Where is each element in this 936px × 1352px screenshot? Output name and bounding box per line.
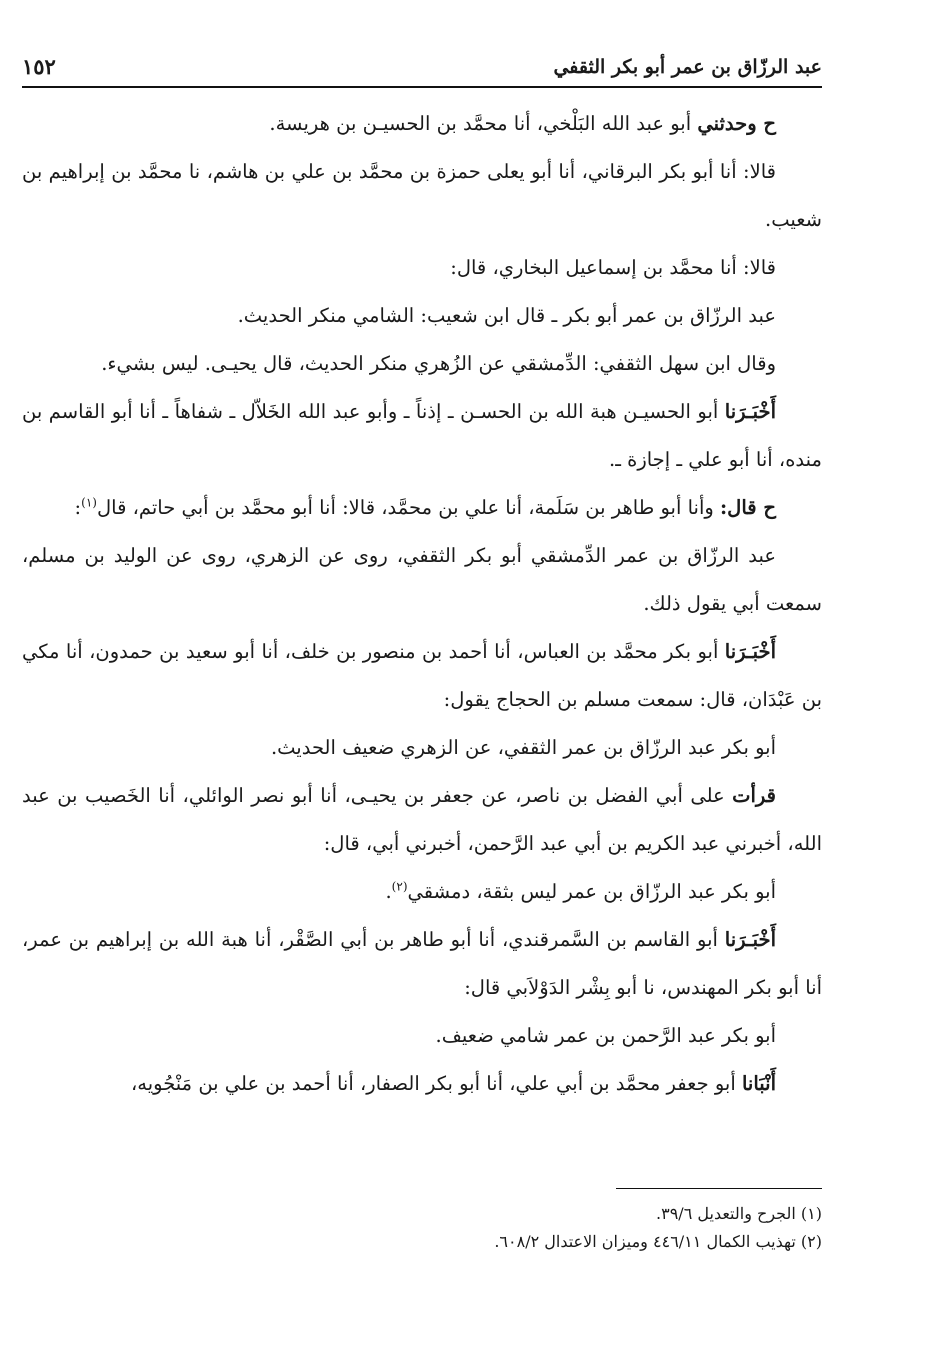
paragraph <box>22 1060 822 1108</box>
paragraph <box>22 532 822 628</box>
paragraph-text: وقال ابن سهل الثقفي: الدِّمشقي عن الزُهري منكر الحديث، قال يحيـى. ليس بشيء. <box>101 352 776 375</box>
paragraph <box>22 916 822 1012</box>
footnote-ref[interactable]: (٢) <box>391 879 408 894</box>
paragraph-text: على أبي الفضل بن ناصر، عن جعفر بن يحيـى، أنا أبو نصر الوائلي، أنا الخَصيب بن عبد الله، أخبرني عبد الكريم بن أبي عبد الرَّحمن، أخبرني أبي، قال: <box>22 784 822 855</box>
paragraph <box>22 772 822 868</box>
paragraph-text: قالا: أنا أبو بكر البرقاني، أنا أبو يعلى حمزة بن محمَّد بن علي بن هاشم، نا محمَّد بن إبراهيم بن شعيب. <box>22 160 822 231</box>
lead-word: أَخْبَـرَنا <box>724 640 776 663</box>
paragraph <box>22 1012 822 1060</box>
paragraph-text: أبو بكر محمَّد بن العباس، أنا أحمد بن منصور بن خلف، أنا أبو سعيد بن حمدون، أنا مكي بن عَبْدَان، قال: سمعت مسلم بن الحجاج يقول: <box>22 640 822 711</box>
lead-word: قرأت <box>732 784 776 807</box>
footnote: (٢) تهذيب الكمال ٤٤٦/١١ وميزان الاعتدال ٦٠٨/٢. <box>494 1232 822 1251</box>
paragraph <box>22 868 822 916</box>
paragraph-text: أبو القاسم بن السَّمرقندي، أنا أبو طاهر بن أبي الصَّقْر، أنا هبة الله بن إبراهيم بن عمر، أنا أبو بكر المهندس، نا أبو بِشْر الدَوْلاَبي قال: <box>22 928 822 999</box>
running-title: عبد الرزّاق بن عمر أبو بكر الثقفي <box>553 56 822 78</box>
footnote: (١) الجرح والتعديل ٣٩/٦. <box>656 1204 822 1223</box>
paragraph-text: عبد الرزّاق بن عمر أبو بكر ـ قال ابن شعيب: الشامي منكر الحديث. <box>237 304 776 327</box>
paragraph-text: عبد الرزّاق بن عمر الدِّمشقي أبو بكر الثقفي، روى عن الزهري، روى عن الوليد بن مسلم، سمعت أبي يقول ذلك. <box>22 544 822 615</box>
paragraph-tail: . <box>385 880 392 903</box>
page-number: ١٥٢ <box>22 54 56 79</box>
paragraph-text: قالا: أنا محمَّد بن إسماعيل البخاري، قال: <box>450 256 776 279</box>
footnote-ref[interactable]: (١) <box>81 495 97 510</box>
paragraph <box>22 244 822 292</box>
paragraph <box>22 100 822 148</box>
lead-word: أَخْبَـرَنا <box>724 928 776 951</box>
paragraph-text: أبو بكر عبد الرزّاق بن عمر الثقفي، عن الزهري ضعيف الحديث. <box>270 736 776 759</box>
paragraph <box>22 340 822 388</box>
paragraph <box>22 148 822 244</box>
paragraph-text: أبو بكر عبد الرَّحمن بن عمر شامي ضعيف. <box>435 1024 776 1047</box>
footnote-separator <box>616 1188 822 1189</box>
paragraph-text: أبو بكر عبد الرزّاق بن عمر ليس بثقة، دمشقي <box>407 880 776 903</box>
paragraph <box>22 484 822 532</box>
lead-word: ح وحدثني <box>697 112 776 135</box>
page-header <box>22 52 822 88</box>
lead-word: أَنْبَانا <box>741 1072 776 1095</box>
paragraph-text: أبو جعفر محمَّد بن أبي علي، أنا أبو بكر الصفار، أنا أحمد بن علي بن مَنْجُويه، <box>130 1072 742 1095</box>
paragraph-text: أبو الحسيـن هبة الله بن الحسـن ـ إذناً ـ وأبو عبد الله الخَلاّل ـ شفاهاً ـ أنا أبو القاسم بن منده، أنا أبو علي ـ إجازة ـ. <box>22 400 822 471</box>
paragraph <box>22 724 822 772</box>
lead-word: ح قال: <box>719 496 776 519</box>
lead-word: أَخْبَـرَنا <box>724 400 776 423</box>
paragraph <box>22 628 822 724</box>
paragraph <box>22 388 822 484</box>
page <box>22 52 822 1108</box>
paragraph-text: وأنا أبو طاهر بن سَلَمة، أنا علي بن محمَّد، قالا: أنا أبو محمَّد بن أبي حاتم، قال <box>96 496 720 519</box>
paragraph-tail: : <box>74 496 82 519</box>
paragraph-text: أبو عبد الله البَلْخي، أنا محمَّد بن الحسيـن بن هريسة. <box>269 112 698 135</box>
body-text <box>22 100 822 1108</box>
paragraph <box>22 292 822 340</box>
